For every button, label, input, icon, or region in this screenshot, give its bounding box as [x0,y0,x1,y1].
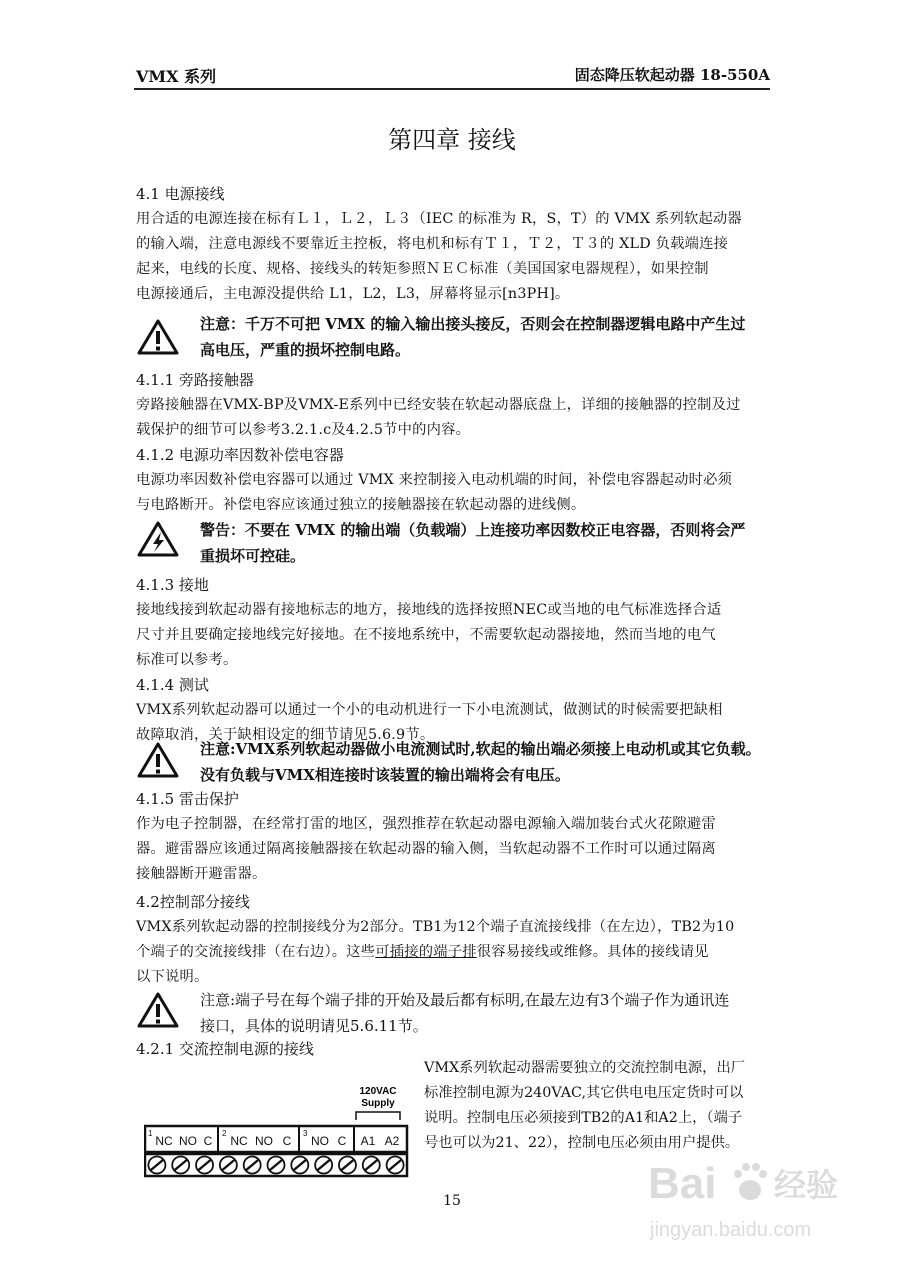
terminal-group-number: 3 [303,1129,308,1138]
section-heading: 4.1.3 接地 [136,576,209,594]
paragraph-line: 与电路断开。补偿电容应该通过独立的接触器接在软起动器的进线侧。 [136,497,586,513]
warning-line: 注意:端子号在每个端子排的开始及最后都有标明,在最左边有3个端子作为通讯连 [200,991,730,1009]
warning-line: 高电压，严重的损坏控制电路。 [200,341,411,359]
paragraph-line: 旁路接触器在VMX-BP及VMX-E系列中已经安装在软起动器底盘上，详细的接触器的控制及过 [136,397,741,413]
paw-icon [734,1163,767,1200]
paragraph-line: 尺寸并且要确定接地线完好接地。在不接地系统中，不需要软起动器接地，然而当地的电气 [136,627,716,643]
section-heading: 4.1.1 旁路接触器 [136,371,254,389]
paragraph-line: 的输入端，注意电源线不要靠近主控板，将电机和标有Ｔ１，Ｔ２，Ｔ３的 XLD 负载端连接 [136,236,729,252]
warning-line: 警告：不要在 VMX 的输出端（负载端）上连接功率因数校正电容器，否则将会严 [200,521,746,539]
caution-icon [136,991,180,1029]
header-product: 固态降压软起动器 18-550A [574,66,770,84]
warning-line: 接口，具体的说明请见5.6.11节。 [200,1017,428,1035]
paragraph-line: VMX系列软起动器可以通过一个小的电动机进行一下小电流测试，做测试的时候需要把缺相 [136,702,723,718]
warning-caution-3 [200,736,780,788]
watermark-brand-cn: 经验 [774,1166,839,1204]
terminal-strip-diagram [144,1084,410,1184]
terminal-screws [148,1157,403,1174]
text-span: 个端子的交流接线排（在右边）。这些 [136,944,376,960]
paragraph-line: 标准控制电源为240VAC,其它供电电压定货时可以 [424,1085,744,1101]
paragraph-line: 故障取消，关于缺相设定的细节请见5.6.9节。 [136,727,435,743]
paragraph-line [136,940,776,965]
section-4-2 [136,890,776,990]
section-heading: 4.1.5 雷击保护 [136,790,239,808]
paragraph-line: 接触器断开避雷器。 [136,866,267,882]
warning-hazard-2 [200,517,780,569]
warning-line: 注意：千万不可把 VMX 的输入输出接头接反，否则会在控制器逻辑电路中产生过 [200,315,746,333]
paragraph-line: 号也可以为21、22），控制电压必须由用户提供。 [424,1135,740,1151]
warning-line: 重损坏可控硅。 [200,547,306,565]
terminal-label: NO [311,1134,329,1148]
chapter-title: 第四章 接线 [388,126,516,154]
caution-icon [136,318,180,356]
terminal-label: A2 [384,1134,400,1148]
paragraph-line: 说明。控制电压必须接到TB2的A1和A2上，（端子 [424,1110,743,1126]
warning-line: 注意:VMX系列软起动器做小电流测试时,软起的输出端必须接上电动机或其它负载。 [200,740,761,758]
section-4-1-1 [136,368,776,518]
terminal-label: C [337,1134,347,1148]
paragraph-line: VMX系列软起动器需要独立的交流控制电源，出厂 [424,1060,746,1076]
terminal-label: NC [155,1134,173,1148]
page-number: 15 [443,1193,461,1209]
paragraph-line: VMX系列软起动器的控制接线分为2部分。TB1为12个端子直流接线排（在左边），TB2为10 [136,919,735,935]
baidu-watermark-logo [646,1150,866,1250]
paragraph-line: 起来，电线的长度、规格、接线头的转矩参照ＮＥＣ标准（美国国家电器规程），如果控制 [136,261,709,277]
section-4-1-5 [136,787,776,887]
caution-icon [136,741,180,779]
watermark-url: jingyan.baidu.com [650,1219,812,1241]
paragraph-line: 标准可以参考。 [136,652,238,668]
text-span: 很容易接线或维修。具体的接线请见 [476,944,709,960]
section-heading: 4.1.4 测试 [136,676,209,694]
section-heading: 4.1 电源接线 [136,185,225,203]
section-4-1-3 [136,573,776,748]
supply-bracket [356,1112,400,1120]
section-4-2-1-text [424,1056,778,1156]
terminal-label: NC [230,1134,248,1148]
warning-line: 没有负载与VMX相连接时该装置的输出端将会有电压。 [200,766,570,784]
section-heading: 4.2.1 交流控制电源的接线 [136,1040,314,1058]
paragraph-line: 载保护的细节可以参考3.2.1.c及4.2.5节中的内容。 [136,422,471,438]
warning-caution-4 [200,987,780,1039]
section-heading: 4.1.2 电源功率因数补偿电容器 [136,446,344,464]
terminal-group-number: 1 [148,1129,153,1138]
paragraph-line: 用合适的电源连接在标有Ｌ１，Ｌ２，Ｌ３（IEC 的标准为 R，S，T）的 VMX 系列软起动器 [136,211,742,227]
paragraph-line: 电源功率因数补偿电容器可以通过 VMX 来控制接入电动机端的时间，补偿电容器起动时必须 [136,472,733,488]
paragraph-line: 器。避雷器应该通过隔离接触器接在软起动器的输入侧，当软起动器不工作时可以通过隔离 [136,841,716,857]
section-4-1 [136,182,776,307]
header-series: VMX 系列 [136,67,217,86]
header-rule [134,88,770,90]
section-heading: 4.2控制部分接线 [136,893,250,911]
paragraph-line: 接地线接到软起动器有接地标志的地方，接地线的选择按照NEC或当地的电气标准选择合适 [136,602,722,618]
terminal-label: A1 [360,1134,376,1148]
supply-label-voltage: 120VAC [359,1086,397,1097]
terminal-label: C [282,1134,292,1148]
terminal-group-number: 2 [222,1129,227,1138]
warning-caution-1 [200,311,780,363]
terminal-label: NO [255,1134,273,1148]
paragraph-line: 电源接通后，主电源没提供给 L1，L2，L3，屏幕将显示[n3PH]。 [136,286,570,302]
paragraph-line: 作为电子控制器，在经常打雷的地区，强烈推荐在软起动器电源输入端加装台式火花隙避雷 [136,816,716,832]
terminal-label: C [203,1134,213,1148]
watermark-brand: Bai [648,1159,717,1208]
underlined-term: 可插接的端子排 [375,944,477,960]
paragraph-line: 以下说明。 [136,969,209,985]
supply-label-text: Supply [361,1098,395,1109]
terminal-label: NO [179,1134,197,1148]
electric-hazard-icon [136,520,180,558]
